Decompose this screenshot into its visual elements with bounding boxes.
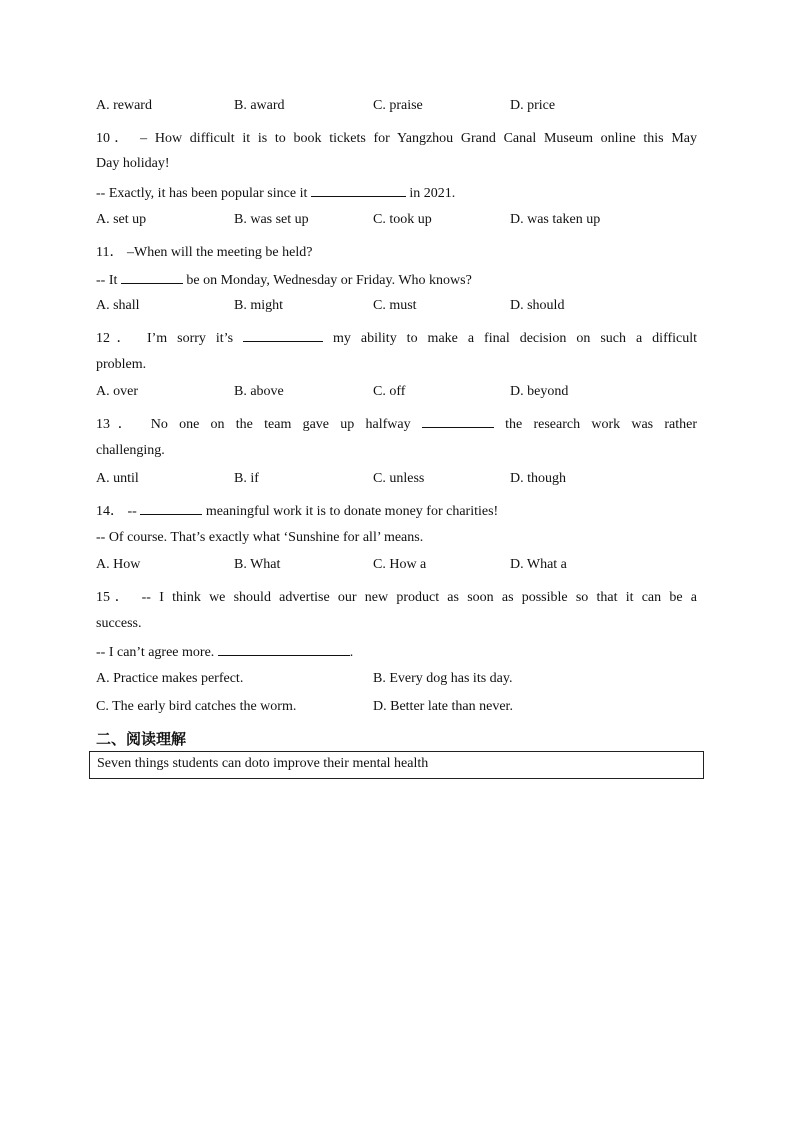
q10-line2: Day holiday! <box>96 156 170 171</box>
q15-option-b: B. Every dog has its day. <box>373 671 513 686</box>
q14-blank <box>140 502 202 515</box>
q11-blank <box>121 271 183 284</box>
section-title-reading: 二、阅读理解 <box>96 730 187 748</box>
q12-blank <box>243 329 323 342</box>
q12-pre: 12． I’m sorry it’s <box>96 331 234 346</box>
q12-line1 <box>96 327 697 347</box>
q14-line1 <box>96 500 498 520</box>
q15-blank <box>218 643 350 656</box>
q10-line1: 10． – How difficult it is to book tickets for Yangzhou Grand Canal Museum online this May <box>96 131 697 146</box>
q10-line3-pre: -- Exactly, it has been popular since it <box>96 186 308 201</box>
q15-line2: success. <box>96 616 142 631</box>
q9-option-a: A. reward <box>96 98 152 113</box>
q12-option-a: A. over <box>96 384 138 399</box>
q10-option-d: D. was taken up <box>510 212 601 227</box>
q10-line3 <box>96 184 455 202</box>
q13-line2: challenging. <box>96 443 165 458</box>
q13-pre: 13． No one on the team gave up halfway <box>96 417 411 432</box>
q11-option-a: A. shall <box>96 298 140 313</box>
q13-option-a: A. until <box>96 471 139 486</box>
q11-line2-post: be on Monday, Wednesday or Friday. Who knows? <box>186 273 472 288</box>
q15-line3 <box>96 643 353 661</box>
passage-title-box <box>89 751 704 779</box>
q13-blank <box>422 415 494 428</box>
q12-option-c: C. off <box>373 384 406 399</box>
q11-option-c: C. must <box>373 298 417 313</box>
q11-option-d: D. should <box>510 298 565 313</box>
q15-option-a: A. Practice makes perfect. <box>96 671 244 686</box>
q14-option-a: A. How <box>96 557 141 572</box>
q12-post: my ability to make a final decision on such a difficult <box>333 331 698 346</box>
q15-option-d: D. Better late than never. <box>373 699 513 714</box>
q10-option-b: B. was set up <box>234 212 309 227</box>
q15-line1: 15． -- I think we should advertise our new product as soon as possible so that it can be a <box>96 590 697 605</box>
q12-option-d: D. beyond <box>510 384 569 399</box>
q14-option-c: C. How a <box>373 557 427 572</box>
q10-blank <box>311 184 406 197</box>
q13-option-c: C. unless <box>373 471 425 486</box>
q13-option-b: B. if <box>234 471 259 486</box>
q10-option-c: C. took up <box>373 212 432 227</box>
q12-line2: problem. <box>96 357 147 372</box>
q15-line3-post: . <box>349 645 354 660</box>
q11-line1: 11． –When will the meeting be held? <box>96 245 313 260</box>
q11-line2 <box>96 271 472 289</box>
q14-option-d: D. What a <box>510 557 567 572</box>
q13-line1 <box>96 413 697 433</box>
q14-option-b: B. What <box>234 557 281 572</box>
q9-option-c: C. praise <box>373 98 423 113</box>
q10-line3-post: in 2021. <box>409 186 456 201</box>
q9-option-d: D. price <box>510 98 556 113</box>
q10-option-a: A. set up <box>96 212 147 227</box>
passage-title: Seven things students can doto improve their mental health <box>97 756 429 771</box>
q14-post: meaningful work it is to donate money for charities! <box>205 504 499 519</box>
q14-pre: 14． -- <box>96 504 137 519</box>
q15-option-c: C. The early bird catches the worm. <box>96 699 297 714</box>
q12-option-b: B. above <box>234 384 284 399</box>
q11-option-b: B. might <box>234 298 284 313</box>
q14-line2: -- Of course. That’s exactly what ‘Sunshine for all’ means. <box>96 530 424 545</box>
q15-line3-pre: -- I can’t agree more. <box>96 645 215 660</box>
q11-line2-pre: -- It <box>96 273 118 288</box>
q13-post: the research work was rather <box>505 417 698 432</box>
q9-option-b: B. award <box>234 98 285 113</box>
q13-option-d: D. though <box>510 471 566 486</box>
